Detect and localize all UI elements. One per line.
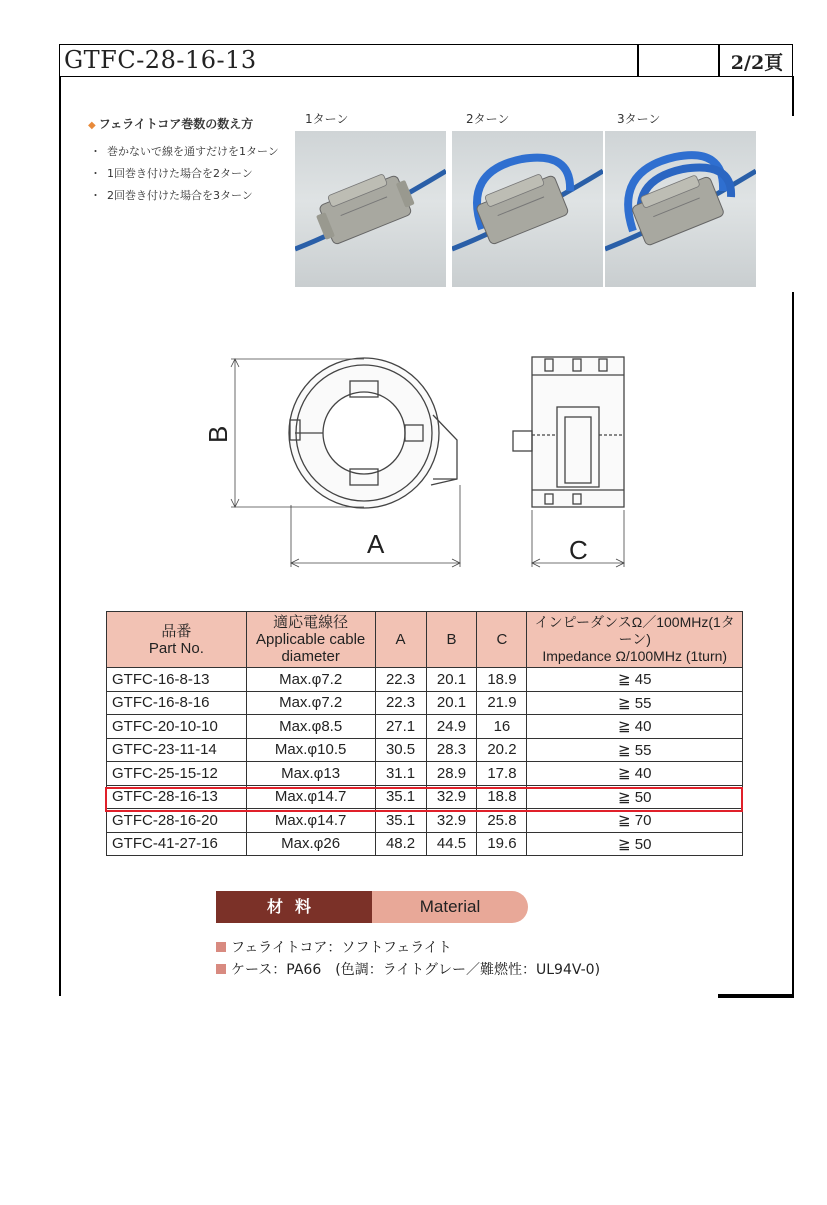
dimension-drawing: [195, 345, 645, 580]
photo-label-1-turn: 1ターン: [305, 112, 349, 126]
turn-bullet: ・ 1回巻き付けた場合を2ターン: [90, 167, 253, 180]
header-b: B: [426, 612, 477, 668]
photo-label-2-turn: 2ターン: [466, 112, 510, 126]
table-row: GTFC-16-8-13 Max.φ7.2 22.3 20.1 18.9 ≧ 45: [107, 668, 743, 692]
header-impedance: インピーダンスΩ／100MHz(1ターン) Impedance Ω/100MHz (1turn): [527, 612, 743, 668]
material-label-en: Material: [372, 891, 528, 923]
table-row: GTFC-23-11-14 Max.φ10.5 30.5 28.3 20.2 ≧ 55: [107, 738, 743, 762]
photo-1-turn: [295, 131, 446, 287]
spec-table: [106, 611, 743, 856]
turn-bullet-text: 2回巻き付けた場合を3ターン: [107, 189, 253, 202]
header-divider: [637, 44, 639, 77]
turn-bullet-text: 1回巻き付けた場合を2ターン: [107, 167, 253, 180]
square-bullet-icon: [216, 942, 226, 952]
frame-line: [59, 76, 61, 996]
header-cable-diameter: 適応電線径 Applicable cable diameter: [246, 612, 375, 668]
table-header-row: [107, 612, 743, 668]
material-item: [216, 937, 452, 957]
header-divider: [718, 44, 720, 77]
table-row-highlighted: GTFC-28-16-13 Max.φ14.7 35.1 32.9 18.8 ≧ 50: [107, 785, 743, 809]
material-label-jp: 材料: [216, 891, 374, 923]
turn-bullet-text: 巻かないで線を通すだけを1ターン: [107, 145, 279, 158]
page-number: 2/2頁: [730, 52, 784, 74]
table-row: GTFC-16-8-16 Max.φ7.2 22.3 20.1 21.9 ≧ 55: [107, 691, 743, 715]
diamond-icon: ◆: [88, 120, 96, 131]
header-a: A: [375, 612, 426, 668]
material-item: [216, 959, 600, 979]
table-row: GTFC-28-16-20 Max.φ14.7 35.1 32.9 25.8 ≧ 70: [107, 809, 743, 833]
dimension-label-a: A: [367, 529, 385, 559]
photo-label-3-turn: 3ターン: [617, 112, 661, 126]
frame-line: [718, 994, 794, 998]
frame-line: [792, 292, 794, 998]
turn-bullet: ・ 巻かないで線を通すだけを1ターン: [90, 145, 279, 158]
turns-heading: [88, 115, 253, 132]
dimension-label-b: B: [203, 425, 233, 443]
frame-line: [792, 76, 794, 116]
photo-2-turn: [452, 131, 603, 287]
header-part-no: 品番 Part No.: [107, 612, 247, 668]
material-item-text: ケース：PA66 (色調：ライトグレー／難燃性：UL94V-0): [231, 962, 601, 978]
dimension-label-c: C: [569, 535, 588, 565]
turns-heading-text: フェライトコア巻数の数え方: [98, 117, 254, 131]
material-item-text: フェライトコア：ソフトフェライト: [231, 940, 452, 956]
highlight-box: [105, 787, 743, 812]
photo-3-turn: [605, 131, 756, 287]
table-row: GTFC-41-27-16 Max.φ26 48.2 44.5 19.6 ≧ 50: [107, 832, 743, 856]
square-bullet-icon: [216, 964, 226, 974]
turn-bullet: ・ 2回巻き付けた場合を3ターン: [90, 189, 253, 202]
table-row: GTFC-20-10-10 Max.φ8.5 27.1 24.9 16 ≧ 40: [107, 715, 743, 739]
header-c: C: [477, 612, 527, 668]
document-title: GTFC-28-16-13: [64, 46, 257, 74]
table-row: GTFC-25-15-12 Max.φ13 31.1 28.9 17.8 ≧ 40: [107, 762, 743, 786]
